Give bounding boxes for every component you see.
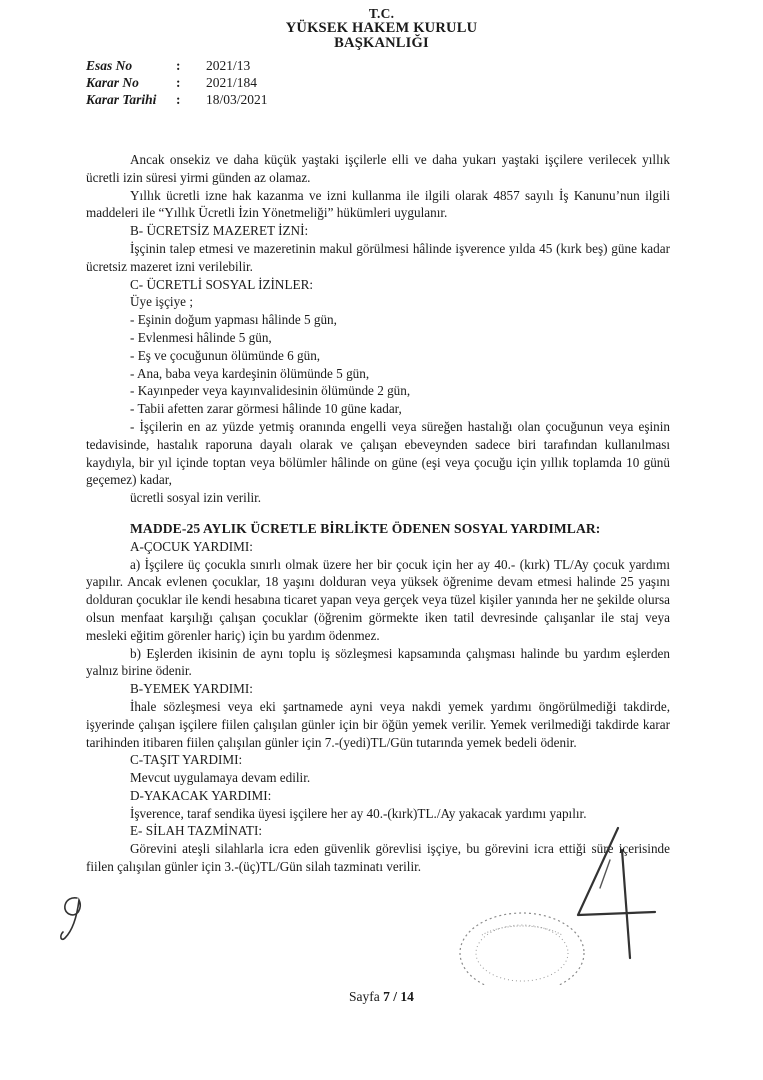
meta-sep: : — [176, 92, 181, 107]
section-heading: E- SİLAH TAZMİNATI: — [130, 823, 263, 839]
meta-row-esas — [86, 57, 268, 74]
paragraph: Görevini ateşli silahlarla icra eden güvenlik görevlisi işçiye, bu görevini icra ettiği süre içerisinde fiilen çalışılan günler için 3.-(üç)TL/Gün silah tazminatı verilir. — [86, 841, 670, 875]
section-heading: B- ÜCRETSİZ MAZERET İZNİ: — [130, 223, 309, 239]
paragraph: b) Eşlerden ikisinin de aynı toplu iş sözleşmesi kapsamında çalışması halinde bu yardım eşlerden yalnız birine ödenir. — [86, 645, 670, 679]
section-heading: A-ÇOCUK YARDIMI: — [130, 538, 253, 554]
page-number: 7 / 14 — [383, 989, 414, 1004]
paragraph: ücretli sosyal izin verilir. — [130, 490, 262, 506]
header-tc: T.C. — [368, 6, 395, 21]
meta-label: Karar Tarihi — [86, 92, 157, 107]
spacer — [86, 507, 670, 520]
list-item: - İşçilerin en az yüzde yetmiş oranında engelli veya süreğen hastalığı olan çocuğunun veya eşinin tedavisinde, hastalık raporuna dayalı olarak ve çalışan ebeveynden sadece biri tarafından kullanılması kaydıyla, bir yıl içinde toptan veya bölümler hâlinde on güne (eşi veya çocuğu için yıllık toplamda 10 günü geçemez) kadar, — [86, 418, 670, 488]
meta-label: Karar No — [86, 75, 139, 90]
document-header — [0, 6, 763, 51]
meta-sep: : — [176, 75, 181, 90]
list-item: - Evlenmesi hâlinde 5 gün, — [130, 329, 272, 345]
handwritten-initial-icon — [55, 890, 95, 945]
section-heading: C- ÜCRETLİ SOSYAL İZİNLER: — [130, 276, 314, 292]
header-institution: YÜKSEK HAKEM KURULU — [285, 20, 478, 36]
paragraph: Üye işçiye ; — [130, 294, 193, 310]
section-heading: C-TAŞIT YARDIMI: — [130, 752, 243, 768]
case-meta — [86, 57, 268, 108]
page-footer — [0, 989, 763, 1005]
paragraph: İhale sözleşmesi veya eki şartnamede ayni veya nakdi yemek yardımı öngörülmediği takdirde, işyerinde çalışan işçilere fiilen çalışılan günler için bir öğün yemek verilir. Yemek verilmediği takdirde karar tarihinden itibaren fiilen çalışılan günler için 7.-(yedi)TL/Gün tutarında yemek bedeli ödenir. — [86, 698, 670, 750]
article-heading: MADDE-25 AYLIK ÜCRETLE BİRLİKTE ÖDENEN SOSYAL YARDIMLAR: — [130, 520, 601, 536]
list-item: - Kayınpeder veya kayınvalidesinin ölümünde 2 gün, — [130, 383, 411, 399]
paragraph: İşçinin talep etmesi ve mazeretinin makul görülmesi hâlinde işverence yılda 45 (kırk beş) güne kadar ücretsiz mazeret izni verilebilir. — [86, 240, 670, 274]
meta-value: 2021/13 — [206, 58, 251, 73]
list-item: - Tabii afetten zarar görmesi hâlinde 10 güne kadar, — [130, 401, 402, 417]
paragraph: Mevcut uygulamaya devam edilir. — [130, 770, 311, 786]
meta-sep: : — [176, 58, 181, 73]
paragraph: İşverence, taraf sendika üyesi işçilere her ay 40.-(kırk)TL./Ay yakacak yardımı yapılır. — [130, 805, 587, 821]
meta-row-tarih — [86, 91, 268, 108]
list-item: - Eşinin doğum yapması hâlinde 5 gün, — [130, 312, 337, 328]
section-heading: D-YAKACAK YARDIMI: — [130, 787, 272, 803]
meta-label: Esas No — [86, 58, 133, 73]
meta-value: 2021/184 — [206, 75, 258, 90]
list-item: - Eş ve çocuğunun ölümünde 6 gün, — [130, 347, 321, 363]
paragraph: a) İşçilere üç çocukla sınırlı olmak üzere her bir çocuk için her ay 40.- (kırk) TL/Ay çocuk yardımı yapılır. Ancak evlenen çocuklar, 18 yaşını dolduran veya yüksek öğrenime devam etmesi halinde 25 yaşını dolduran çocuklar ile kendi hesabına ticaret yapan veya gerçek veya tüzel kişiler yanında her ne şekilde olursa olsun menfaat karşılığı çalışan çocuklar (öğrenim görmekte iken tatil devresinde çalışanlar ile staj veya mesleki eğitim görenler hariç) için bu yardım ödenmez. — [86, 556, 670, 643]
header-presidency: BAŞKANLIĞI — [334, 35, 429, 51]
paragraph: Ancak onsekiz ve daha küçük yaştaki işçilerle elli ve daha yukarı yaştaki işçilere verilecek yıllık ücretli izin süresi yirmi günden az olamaz. — [86, 152, 670, 185]
section-heading: B-YEMEK YARDIMI: — [130, 681, 253, 697]
paragraph: Yıllık ücretli izne hak kazanma ve izni kullanma ile ilgili olarak 4857 sayılı İş Kanunu’nun ilgili maddeleri ile “Yıllık Ücretli İzin Yönetmeliği” hükümleri uygulanır. — [86, 187, 670, 221]
document-body — [86, 151, 670, 876]
list-item: - Ana, baba veya kardeşinin ölümünde 5 gün, — [130, 365, 370, 381]
page-label: Sayfa — [349, 989, 384, 1004]
meta-row-karar — [86, 74, 268, 91]
meta-value: 18/03/2021 — [206, 92, 268, 107]
official-stamp-icon — [452, 905, 592, 985]
